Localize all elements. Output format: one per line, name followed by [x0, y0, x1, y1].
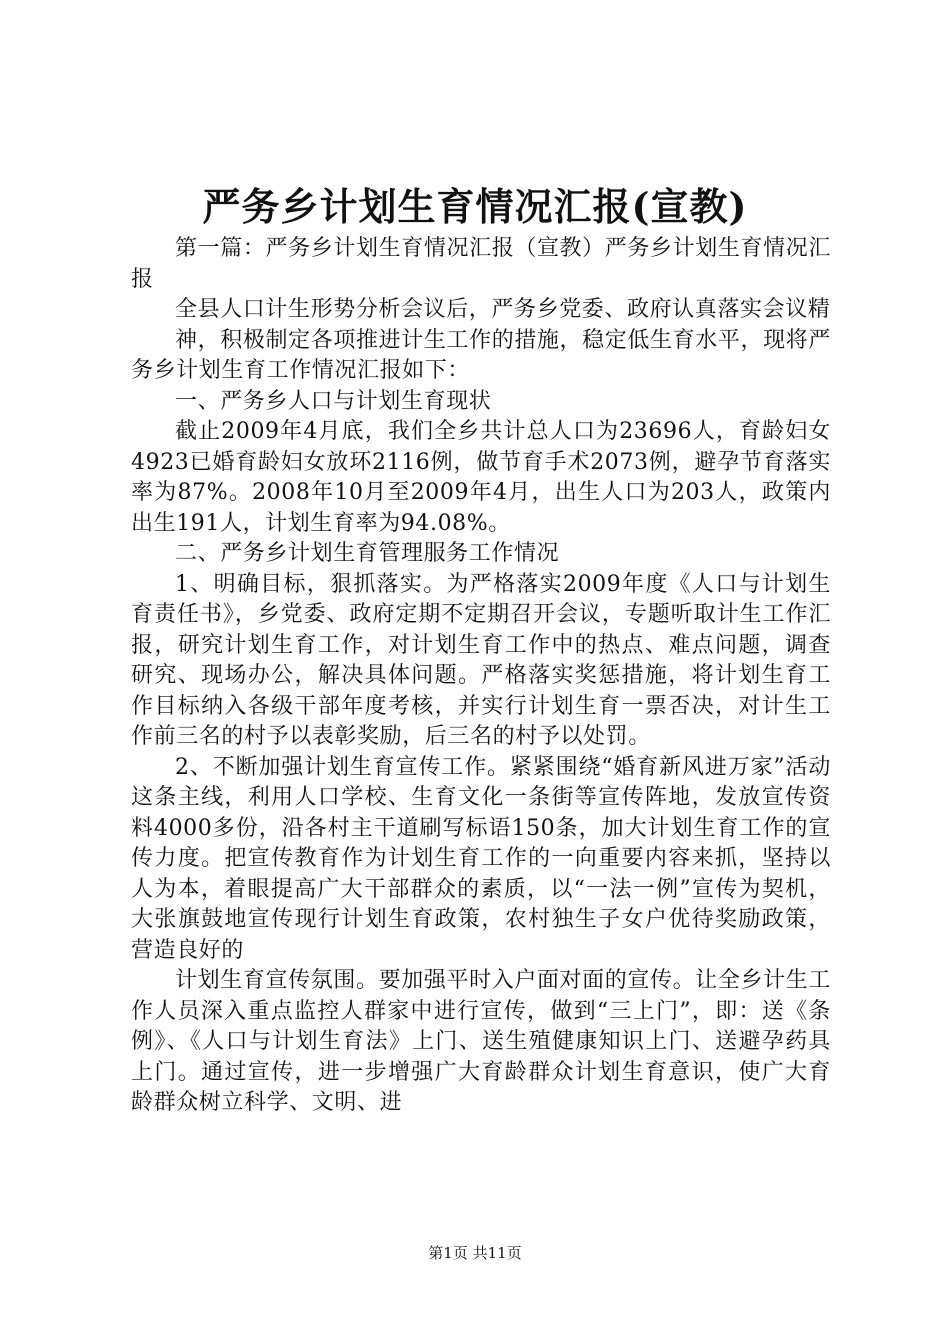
document-title: 严务乡计划生育情况汇报(宣教) [202, 184, 748, 229]
page-footer: 第1页 共11页 [428, 1244, 522, 1262]
paragraph-statistics: 截止2009年4月底，我们全乡共计总人口为23696人，育龄妇女4923已婚育龄妇女放环2116例，做节育手术2073例，避孕节育落实率为87%。2008年10月至2009年4月，出生人口为203人，政策内出生191人，计划生育率为94.08%。 [131, 419, 831, 536]
document-body [131, 234, 831, 1119]
paragraph-atmosphere: 计划生育宣传氛围。要加强平时入户面对面的宣传。让全乡计生工作人员深入重点监控人群家中进行宣传，做到“三上门”，即：送《条例》、《人口与计划生育法》上门、送生殖健康知识上门、送避孕药具上门。通过宣传，进一步增强广大育龄群众计划生育意识，使广大育龄群众树立科学、文明、进 [131, 968, 831, 1115]
paragraph-intro: 第一篇：严务乡计划生育情况汇报（宣教）严务乡计划生育情况汇报 [131, 236, 831, 292]
section-heading-management: 二、严务乡计划生育管理服务工作情况 [175, 541, 560, 566]
paragraph-publicity: 2、不断加强计划生育宣传工作。紧紧围绕“婚育新风进万家”活动这条主线，利用人口学校、生育文化一条街等宣传阵地，发放宣传资料4000多份，沿各村主干道刷写标语150条，加大计划生育工作的宣传力度。把宣传教育作为计划生育工作的一向重要内容来抓，坚持以人为本，着眼提高广大干部群众的素质，以“一法一例”宣传为契机，大张旗鼓地宣传现行计划生育政策，农村独生子女户优待奖励政策，营造良好的 [131, 754, 831, 963]
paragraph-measures: 神，积极制定各项推进计生工作的措施，稳定低生育水平，现将严务乡计划生育工作情况汇报如下： [131, 327, 831, 383]
paragraph-meeting: 全县人口计生形势分析会议后，严务乡党委、政府认真落实会议精 [175, 297, 831, 322]
section-heading-status: 一、严务乡人口与计划生育现状 [175, 388, 492, 414]
paragraph-goals: 1、明确目标，狠抓落实。为严格落实2009年度《人口与计划生育责任书》，乡党委、政府定期不定期召开会议，专题听取计生工作汇报，研究计划生育工作，对计划生育工作中的热点、难点问题，调查研究、现场办公，解决具体问题。严格落实奖惩措施，将计划生育工作目标纳入各级干部年度考核，并实行计划生育一票否决，对计生工作前三名的村予以表彰奖励，后三名的村予以处罚。 [131, 571, 831, 749]
